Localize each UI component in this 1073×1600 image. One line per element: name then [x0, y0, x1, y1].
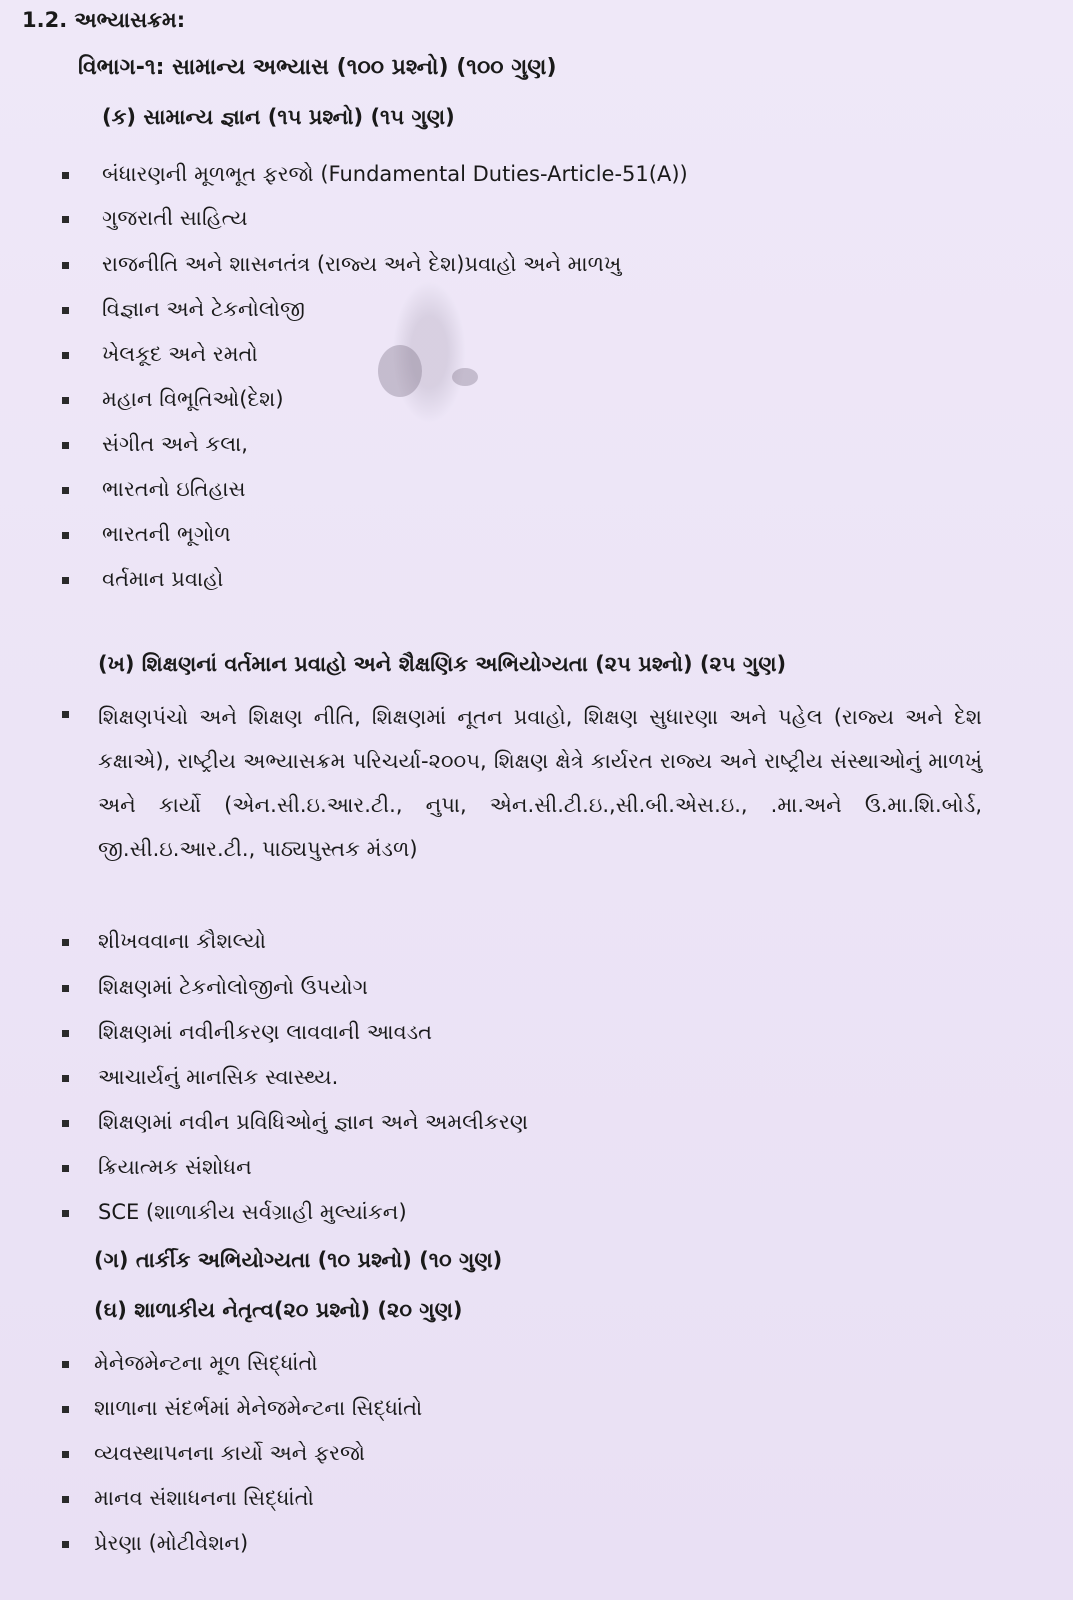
list-item: ભારતનો ઇતિહાસ [62, 476, 982, 503]
list-item: SCE (શાળાકીય સર્વગ્રાહી મુલ્યાંકન) [62, 1199, 982, 1226]
bullet-icon [62, 1030, 69, 1037]
paragraph-item: શિક્ષણપંચો અને શિક્ષણ નીતિ, શિક્ષણમાં નૂતન પ્રવાહો, શિક્ષણ સુધારણા અને પહેલ (રાજ્ય અને દેશ કક્ષાએ), રાષ્ટ્રીય અભ્યાસક્રમ પરિચર્યા-૨૦૦૫, શિક્ષણ ક્ષેત્રે કાર્યરત રાજ્ય અને રાષ્ટ્રીય સંસ્થાઓનું માળખું અને કાર્યો (એન.સી.ઇ.આર.ટી., નુપા, એન.સી.ટી.ઇ.,સી.બી.એસ.ઇ., .મા.અને ઉ.મા.શિ.બોર્ડ, જી.સી.ઇ.આર.ટી., પાઠ્યપુસ્તક મંડળ) [62, 695, 982, 871]
bullet-icon [62, 1165, 69, 1172]
list-item: ગુજરાતી સાહિત્ય [62, 205, 982, 232]
subsection-title-kh: (ખ) શિક્ષણનાં વર્તમાન પ્રવાહો અને શૈક્ષણિક અભિયોગ્યતા (૨૫ પ્રશ્નો) (૨૫ ગુણ) [98, 652, 787, 676]
bullet-icon [62, 1496, 69, 1503]
bullet-icon [62, 939, 69, 946]
bullet-icon [62, 532, 69, 539]
bullet-icon [62, 1451, 69, 1458]
bullet-icon [62, 711, 69, 718]
list-item: વ્યવસ્થાપનના કાર્યો અને ફરજો [62, 1440, 982, 1467]
list-item: ક્રિયાત્મક સંશોધન [62, 1154, 982, 1181]
bullet-icon [62, 262, 69, 269]
section-number-heading: 1.2. અભ્યાસક્રમ: [22, 8, 186, 32]
bullet-icon [62, 1120, 69, 1127]
list-item: શીખવવાના કૌશલ્યો [62, 928, 982, 955]
list-item: મેનેજમેન્ટના મૂળ સિદ્ધાંતો [62, 1350, 982, 1377]
subsection-title-k: (ક) સામાન્ય જ્ઞાન (૧૫ પ્રશ્નો) (૧૫ ગુણ) [102, 105, 455, 129]
bullet-icon [62, 352, 69, 359]
bullet-icon [62, 172, 69, 179]
bullet-icon [62, 216, 69, 223]
list-item: વર્તમાન પ્રવાહો [62, 566, 982, 593]
bullet-icon [62, 985, 69, 992]
list-item: મહાન વિભૂતિઓ(દેશ) [62, 386, 982, 413]
list-item: ખેલકૂદ અને રમતો [62, 341, 982, 368]
bullet-icon [62, 442, 69, 449]
section-title: વિભાગ-૧: સામાન્ય અભ્યાસ (૧૦૦ પ્રશ્નો) (૧૦૦ ગુણ) [78, 55, 557, 80]
bullet-icon [62, 1406, 69, 1413]
bullet-icon [62, 1361, 69, 1368]
list-item: શિક્ષણમાં નવીનીકરણ લાવવાની આવડત [62, 1019, 982, 1046]
bullet-icon [62, 577, 69, 584]
subsection-title-g: (ગ) તાર્કીક અભિયોગ્યતા (૧૦ પ્રશ્નો) (૧૦ ગુણ) [94, 1248, 503, 1272]
bullet-icon [62, 1075, 69, 1082]
list-item: વિજ્ઞાન અને ટેકનોલોજી [62, 296, 982, 323]
bullet-icon [62, 397, 69, 404]
list-item: બંધારણની મૂળભૂત ફરજો (Fundamental Duties-Article-51(A)) [62, 161, 982, 188]
list-item: ભારતની ભૂગોળ [62, 521, 982, 548]
bullet-icon [62, 1210, 69, 1217]
list-item: શાળાના સંદર્ભમાં મેનેજમેન્ટના સિદ્ધાંતો [62, 1395, 982, 1422]
bullet-icon [62, 487, 69, 494]
bullet-icon [62, 307, 69, 314]
list-item: સંગીત અને કલા, [62, 431, 982, 458]
bullet-icon [62, 1541, 69, 1548]
list-item: પ્રેરણા (મોટીવેશન) [62, 1530, 982, 1557]
subsection-title-gh: (ઘ) શાળાકીય નેતૃત્વ(૨૦ પ્રશ્નો) (૨૦ ગુણ) [94, 1298, 463, 1322]
list-item: રાજનીતિ અને શાસનતંત્ર (રાજ્ય અને દેશ)પ્રવાહો અને માળખુ [62, 251, 982, 278]
list-item: શિક્ષણમાં ટેકનોલોજીનો ઉપયોગ [62, 974, 982, 1001]
list-item: શિક્ષણમાં નવીન પ્રવિધિઓનું જ્ઞાન અને અમલીકરણ [62, 1109, 982, 1136]
ink-smudge [452, 368, 478, 386]
list-item: માનવ સંશાધનના સિદ્ધાંતો [62, 1485, 982, 1512]
list-item: આચાર્યનું માનસિક સ્વાસ્થ્ય. [62, 1064, 982, 1091]
